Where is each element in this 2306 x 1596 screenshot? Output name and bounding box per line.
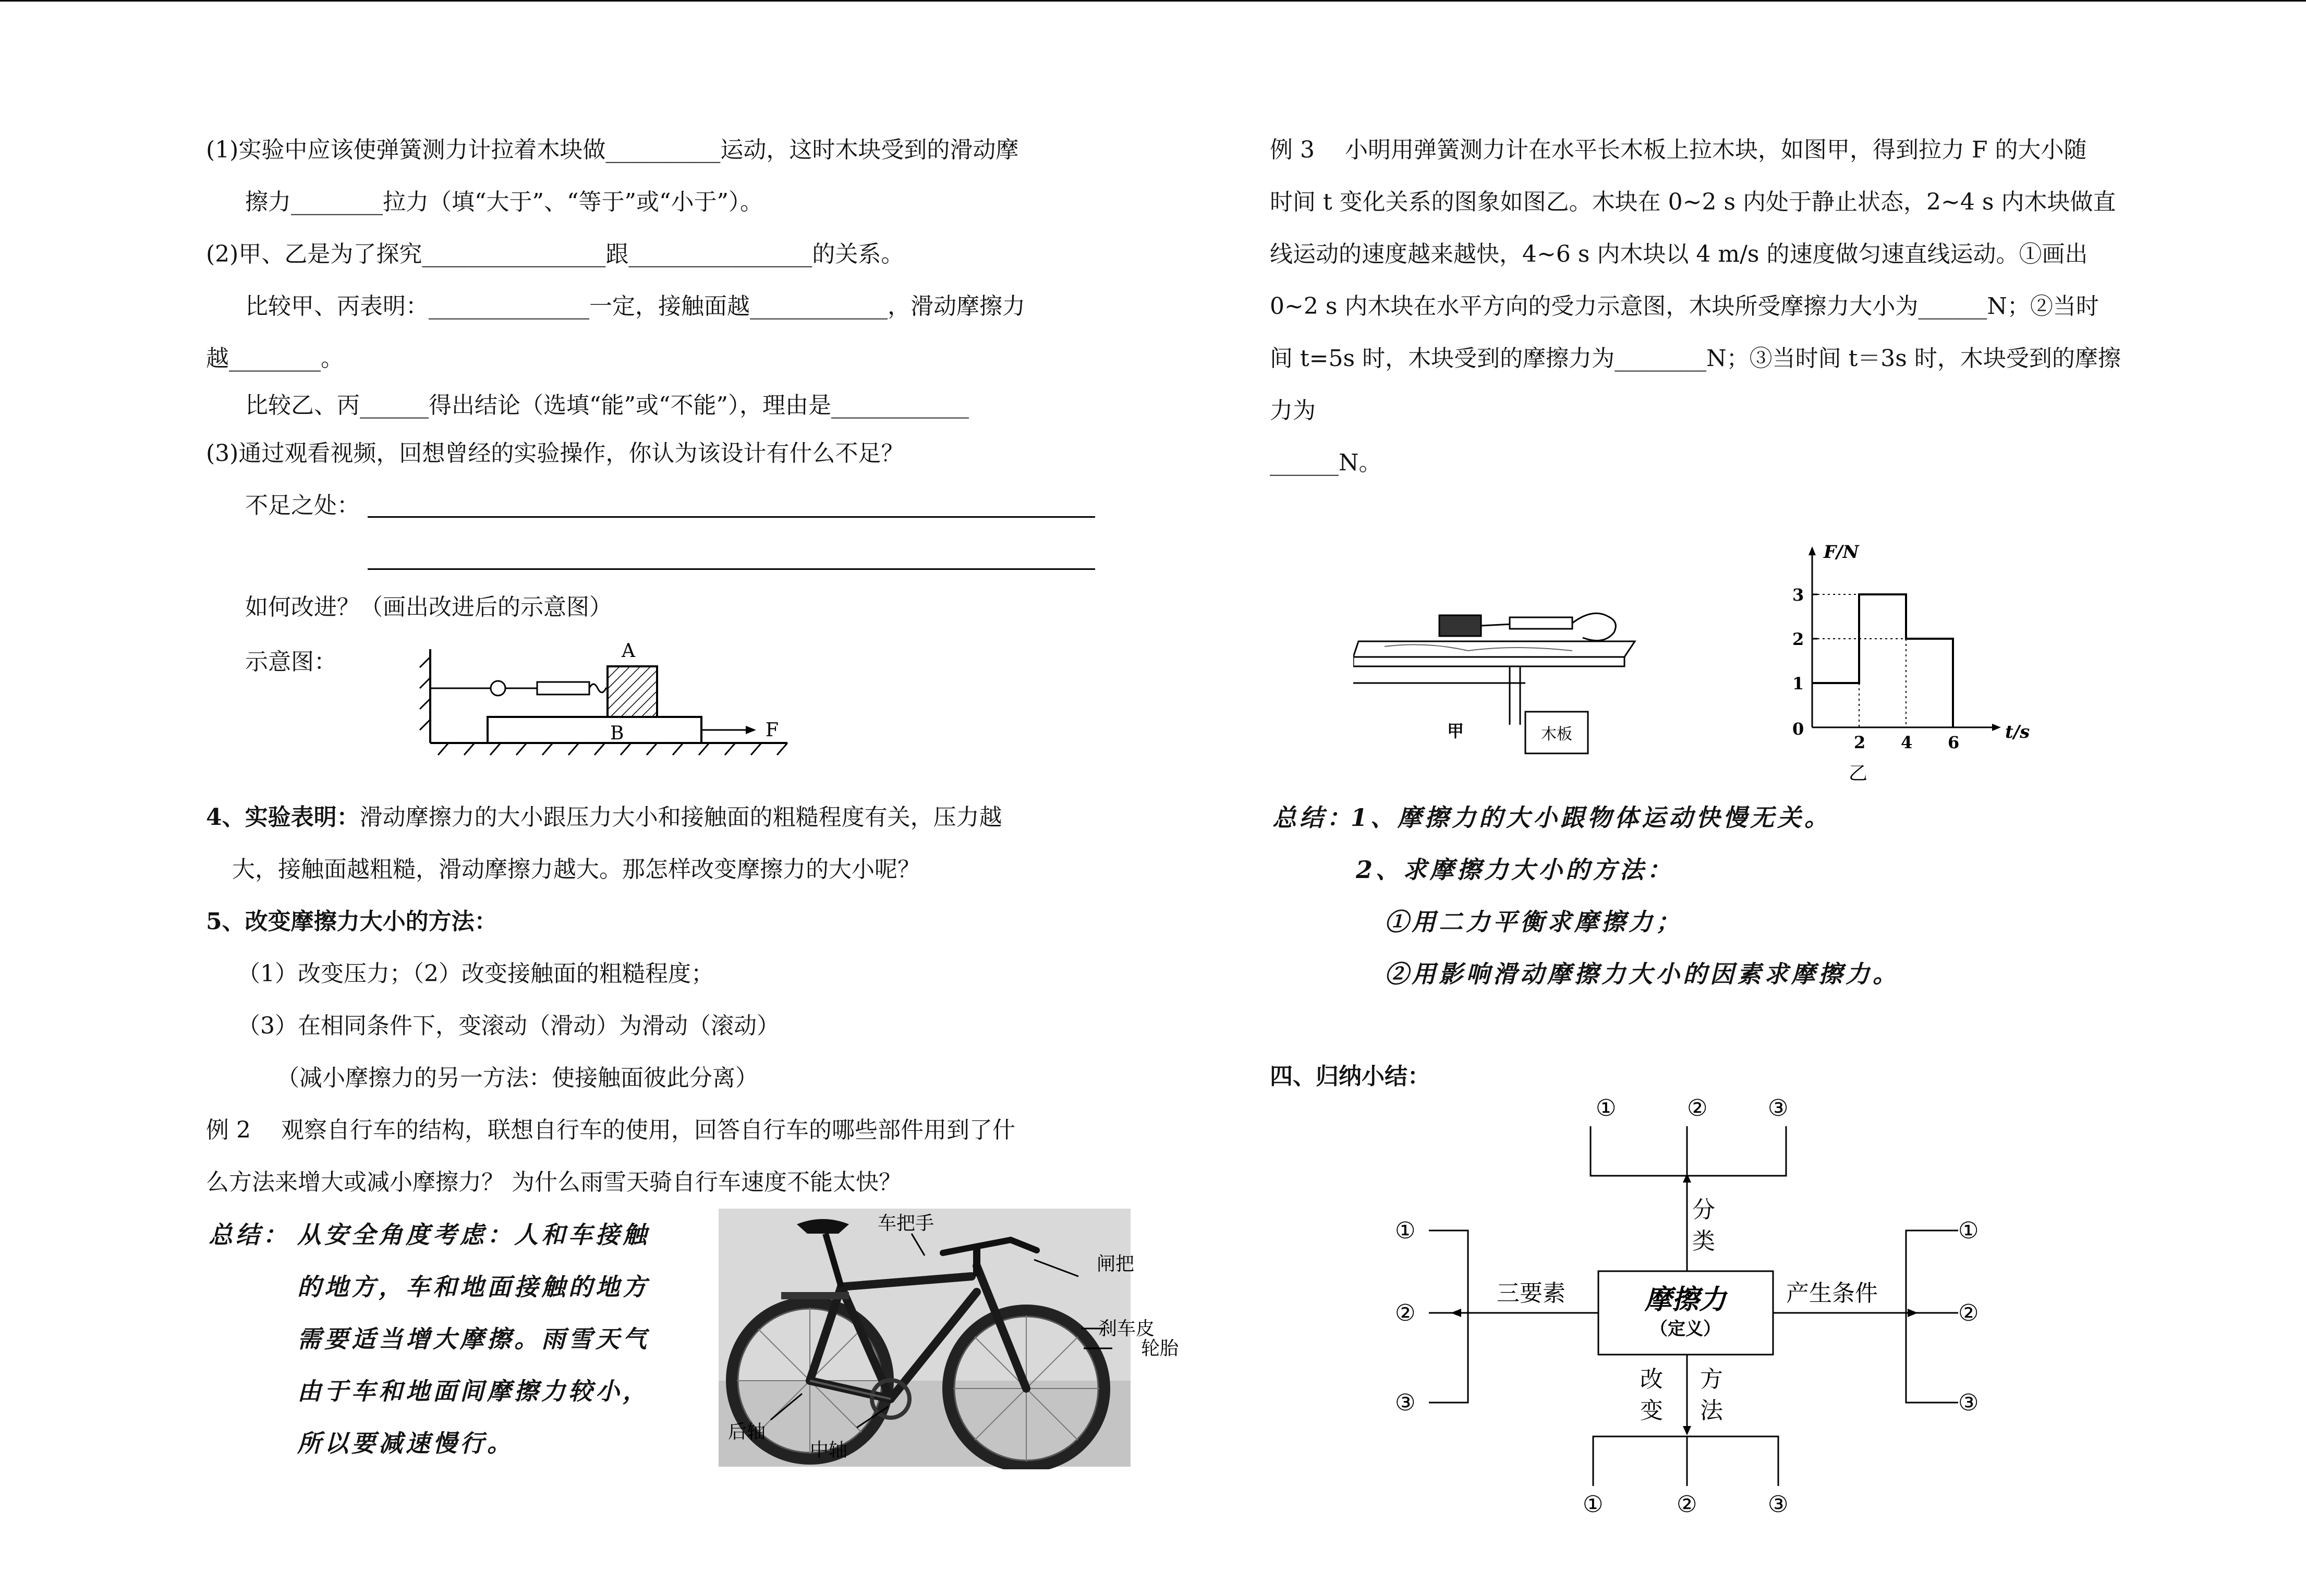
left-summary-line1: 从安全角度考虑：人和车接触 — [297, 1221, 650, 1249]
ex3-line5: 间 t=5s 时，木块受到的摩擦力为________N；③当时间 t＝3s 时，木块受到的摩擦 — [1270, 345, 2121, 372]
label-tire: 轮胎 — [1141, 1338, 1179, 1359]
q2-line3: 越________。 — [206, 345, 344, 372]
force-time-chart — [1757, 532, 2049, 782]
q1-line1: (1)实验中应该使弹簧测力计拉着木块做__________运动，这时木块受到的滑动摩 — [206, 137, 1019, 163]
ex3-line6: 力为 — [1270, 397, 1316, 424]
q3-diagram-label: 示意图： — [245, 649, 337, 675]
s4-text1: 滑动摩擦力的大小跟压力大小和接触面的粗糙程度有关，压力越 — [359, 804, 1002, 831]
force-series-line — [1812, 594, 1953, 727]
spring-setup-diagram — [412, 636, 808, 761]
down-left-2: 变 — [1640, 1397, 1663, 1424]
s5-line3: （减小摩擦力的另一方法：使接触面彼此分离） — [276, 1065, 758, 1091]
y-tick-label-3: 3 — [1792, 585, 1804, 605]
ex2-line2: 么方法来增大或减小摩擦力？ 为什么雨雪天骑自行车速度不能太快？ — [206, 1169, 902, 1196]
left-summary-line5: 所以要减速慢行。 — [297, 1429, 514, 1457]
right-summary-line4: ②用影响滑动摩擦力大小的因素求摩擦力。 — [1385, 960, 1900, 988]
s5-line1: （1）改变压力；（2）改变接触面的粗糙程度； — [237, 960, 714, 987]
q3-improve: 如何改进？（画出改进后的示意图） — [245, 594, 612, 620]
label-rear-axle: 后轴 — [728, 1421, 766, 1443]
label-a: A — [622, 640, 635, 662]
right-mark-2: ② — [1958, 1300, 1979, 1326]
left-mark-2: ② — [1395, 1300, 1416, 1326]
label-handlebar: 车把手 — [878, 1213, 934, 1234]
spring-scale — [1510, 617, 1572, 629]
left-summary-line2: 的地方，车和地面接触的地方 — [297, 1273, 650, 1301]
center-title: 摩擦力 — [1644, 1284, 1727, 1315]
ex3-line1: 例 3 小明用弹簧测力计在水平长木板上拉木块，如图甲，得到拉力 F 的大小随 — [1270, 137, 2087, 163]
x-tick-label-6: 6 — [1948, 733, 1960, 752]
y-axis-label: F/N — [1824, 542, 1859, 563]
hand — [1572, 613, 1616, 640]
ex2-line1: 例 2 观察自行车的结构，联想自行车的使用，回答自行车的哪些部件用到了什 — [206, 1117, 1015, 1143]
q3-line1: (3)通过观看视频，回想曾经的实验操作，你认为该设计有什么不足？ — [206, 440, 904, 467]
q2-line4: 比较乙、丙______得出结论（选填“能”或“不能”），理由是____________ — [245, 392, 969, 419]
bottom-mark-3: ③ — [1768, 1491, 1789, 1518]
label-brake-pad: 刹车皮 — [1098, 1318, 1155, 1339]
s5-title: 5、改变摩擦力大小的方法： — [206, 908, 497, 935]
left-mark-1: ① — [1395, 1217, 1416, 1244]
down-left-1: 改 — [1640, 1366, 1663, 1393]
up-label-1: 分 — [1692, 1197, 1715, 1223]
label-b: B — [610, 723, 624, 744]
ex3-line3: 线运动的速度越来越快，4~6 s 内木块以 4 m/s 的速度做匀速直线运动。①画出 — [1270, 241, 2088, 267]
left-summary-line4: 由于车和地面间摩擦力较小， — [297, 1377, 650, 1405]
board-b — [488, 717, 701, 743]
spring-scale-body — [537, 682, 589, 695]
s4-text2: 大，接触面越粗糙，滑动摩擦力越大。那怎样改变摩擦力的大小呢？ — [232, 856, 920, 883]
jia-label: 甲 — [1447, 721, 1464, 741]
bottom-mark-2: ② — [1677, 1491, 1697, 1518]
answer-line-1 — [368, 516, 1095, 518]
ex3-line4: 0~2 s 内木块在水平方向的受力示意图，木块所受摩擦力大小为______N；②当时 — [1270, 293, 2099, 320]
ex3-line2: 时间 t 变化关系的图象如图乙。木块在 0~2 s 内处于静止状态，2~4 s 内木块做直 — [1270, 189, 2116, 215]
left-label: 三要素 — [1497, 1280, 1565, 1307]
q2-line2: 比较甲、丙表明：______________一定，接触面越____________，滑动摩擦力 — [245, 293, 1025, 320]
y-axis-arrow — [1809, 546, 1816, 555]
section4-title: 四、归纳小结： — [1270, 1063, 1430, 1090]
right-summary-line3: ①用二力平衡求摩擦力； — [1385, 908, 1683, 936]
right-summary-line1: 1、摩擦力的大小跟物体运动快慢无关。 — [1351, 803, 1832, 832]
ex3-line7: ______N。 — [1270, 449, 1382, 476]
right-summary-line2: 2、求摩擦力大小的方法： — [1356, 856, 1674, 884]
board-label: 木板 — [1541, 725, 1572, 744]
s5-line2: （3）在相同条件下，变滚动（滑动）为滑动（滚动） — [237, 1013, 780, 1039]
bottom-mark-1: ① — [1583, 1491, 1604, 1518]
label-middle-axle: 中轴 — [810, 1440, 848, 1461]
x-tick-label-4: 4 — [1901, 733, 1913, 752]
right-label: 产生条件 — [1786, 1280, 1878, 1307]
x-axis-label: t/s — [2005, 722, 2030, 742]
wood-block — [1439, 615, 1481, 636]
figure-jia — [1353, 605, 1645, 772]
left-summary-line3: 需要适当增大摩擦。雨雪天气 — [297, 1325, 650, 1353]
left-mark-3: ③ — [1395, 1390, 1416, 1416]
label-brake: 闸把 — [1097, 1253, 1135, 1275]
up-label-2: 类 — [1692, 1228, 1715, 1254]
answer-line-2 — [368, 568, 1095, 570]
down-right-1: 方 — [1700, 1366, 1723, 1393]
concept-map — [1377, 1090, 2013, 1522]
top-border — [0, 0, 2306, 2]
right-mark-1: ① — [1958, 1217, 1979, 1244]
q2-line1: (2)甲、乙是为了探究________________跟________________的关系。 — [206, 241, 904, 267]
q1-line2: 擦力________拉力（填“大于”、“等于”或“小于”）。 — [245, 189, 763, 215]
x-axis-arrow — [1992, 724, 2001, 731]
q3-deficit-label: 不足之处： — [245, 492, 360, 519]
x-tick-label-2: 2 — [1854, 733, 1866, 752]
block-a — [608, 666, 657, 717]
down-right-2: 法 — [1700, 1397, 1723, 1424]
right-summary-label: 总结： — [1272, 803, 1354, 832]
origin-tick-label: 0 — [1792, 719, 1804, 739]
yi-label: 乙 — [1849, 763, 1868, 782]
top-mark-3: ③ — [1768, 1095, 1789, 1122]
s4-title: 4、实验表明： — [206, 804, 360, 831]
center-sub: （定义） — [1650, 1319, 1721, 1339]
table-top — [1353, 641, 1635, 657]
left-summary-label: 总结： — [209, 1221, 290, 1249]
bicycle-photo — [719, 1209, 1188, 1469]
top-mark-2: ② — [1687, 1095, 1708, 1122]
right-mark-3: ③ — [1958, 1390, 1979, 1416]
label-f: F — [766, 720, 779, 741]
top-mark-1: ① — [1596, 1095, 1617, 1122]
spring-scale-ring — [491, 681, 505, 696]
y-tick-label-2: 2 — [1792, 629, 1804, 649]
y-tick-label-1: 1 — [1792, 674, 1804, 693]
rear-rack — [781, 1292, 849, 1299]
